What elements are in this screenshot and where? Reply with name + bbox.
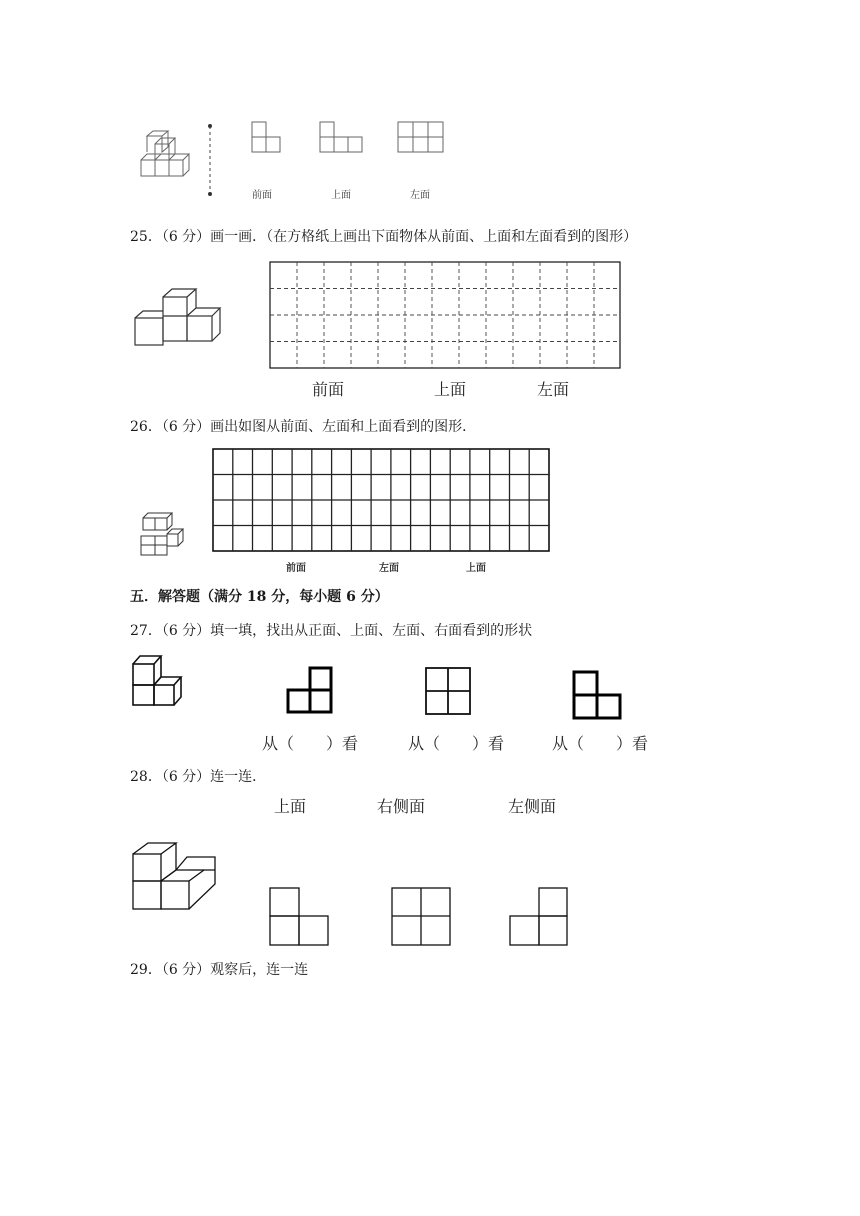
section-5-title: 五．解答题（满分 18 分，每小题 6 分） bbox=[130, 589, 389, 605]
question-29: 29．（6 分）观察后，连一连 bbox=[130, 962, 309, 978]
question-25: 25．（6 分）画一画．（在方格纸上画出下面物体从前面、上面和左面看到的图形） bbox=[130, 229, 638, 245]
q25-label-left: 左面 bbox=[537, 380, 570, 399]
q28-label-top: 上面 bbox=[274, 797, 307, 816]
q26-label-front: 前面 bbox=[286, 563, 306, 574]
q27-blank-1[interactable]: 从（ ）看 bbox=[262, 734, 359, 753]
q27-blank-3[interactable]: 从（ ）看 bbox=[552, 734, 649, 753]
q25-label-front: 前面 bbox=[312, 380, 345, 399]
q28-label-right: 右侧面 bbox=[377, 797, 426, 816]
q26-label-left: 左面 bbox=[379, 563, 399, 574]
q28-label-left: 左侧面 bbox=[508, 797, 557, 816]
top-label-front: 前面 bbox=[252, 190, 272, 201]
q27-blank-2[interactable]: 从（ ）看 bbox=[408, 734, 505, 753]
question-28: 28．（6 分）连一连． bbox=[130, 769, 267, 785]
top-label-top: 上面 bbox=[331, 190, 351, 201]
q26-label-top: 上面 bbox=[466, 563, 486, 574]
top-label-left: 左面 bbox=[410, 190, 430, 201]
q25-label-top: 上面 bbox=[434, 380, 467, 399]
question-26: 26．（6 分）画出如图从前面、左面和上面看到的图形． bbox=[130, 419, 477, 435]
question-27: 27．（6 分）填一填，找出从正面、上面、左面、右面看到的形状 bbox=[130, 623, 533, 639]
